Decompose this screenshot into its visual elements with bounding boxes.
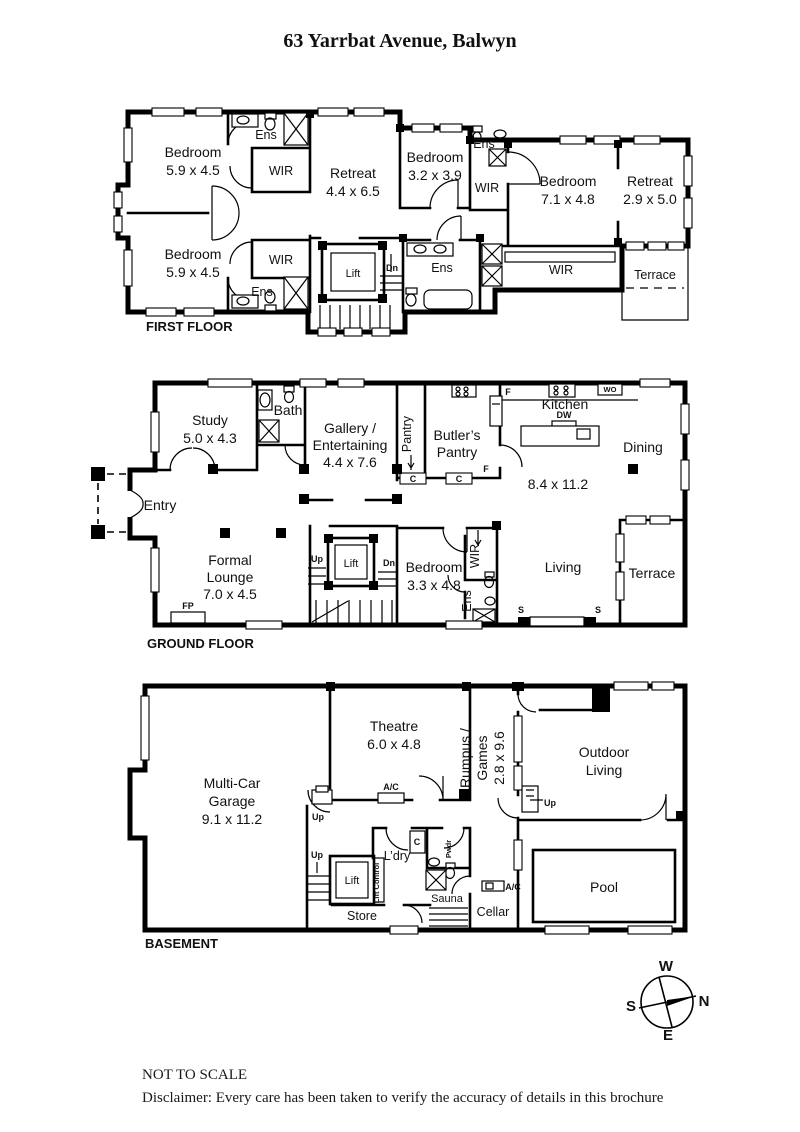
page-title: 63 Yarrbat Avenue, Balwyn [283, 30, 517, 52]
compass-west: W [658, 958, 674, 975]
room-label-bedroom3: Bedroom [539, 173, 597, 189]
room-label-outdoor1: Outdoor [578, 744, 630, 760]
room-label-ens-top: Ens [255, 128, 277, 142]
tag-fridge2: F [483, 464, 489, 474]
room-label-store: Store [347, 909, 377, 923]
room-dims-retreat1: 4.4 x 6.5 [326, 183, 380, 199]
room-label-terrace1: Terrace [634, 268, 676, 282]
stair-label-up2: Up [311, 554, 323, 564]
compass [626, 958, 709, 1044]
room-label-pantry: Pantry [400, 415, 414, 453]
room-label-bedroom1: Bedroom [164, 144, 222, 160]
footer-notes [142, 1064, 702, 1109]
room-dims-gallery: 4.4 x 7.6 [323, 454, 377, 470]
room-dims-rumpus: 2.8 x 9.6 [491, 731, 507, 785]
room-dims-garage: 9.1 x 11.2 [201, 811, 263, 827]
entry-wall-opening [124, 491, 136, 517]
room-label-wir-top: WIR [268, 164, 294, 178]
stair-label-up2b: Up [311, 850, 323, 860]
room-dims-open-plan: 8.4 x 11.2 [527, 476, 589, 492]
room-label-retreat2: Retreat [627, 173, 673, 189]
room-label-wir3: WIR [268, 253, 294, 267]
room-label-wir4: WIR [548, 263, 574, 277]
room-dims-bedroom-g: 3.3 x 4.8 [407, 577, 461, 593]
room-label-ens4: Ens [431, 261, 453, 275]
room-dims-theatre: 6.0 x 4.8 [367, 736, 421, 752]
compass-north: N [698, 993, 710, 1010]
tag-wo: WO [603, 385, 617, 394]
room-dims-formal: 7.0 x 4.5 [203, 586, 257, 602]
first-floor-terrace-outline [622, 246, 688, 320]
stair-label-dn2: Dn [383, 558, 395, 568]
first-floor-plan [114, 108, 692, 336]
floor-name-ground: GROUND FLOOR [147, 636, 254, 651]
tag-ac1: A/C [383, 782, 399, 792]
room-dims-bedroom1: 5.9 x 4.5 [166, 162, 220, 178]
room-label-ens2: Ens [473, 137, 495, 151]
floor-name-first: FIRST FLOOR [146, 319, 233, 334]
room-label-formal2: Lounge [206, 569, 254, 585]
room-label-pwdr: Pwdr [444, 839, 453, 859]
room-label-bedroom-g: Bedroom [405, 559, 463, 575]
room-dims-bedroom2: 3.2 x 3.9 [408, 167, 462, 183]
room-dims-study: 5.0 x 4.3 [183, 430, 237, 446]
room-dims-bedroom3: 7.1 x 4.8 [541, 191, 595, 207]
tag-s2: S [594, 605, 602, 615]
room-label-theatre: Theatre [369, 718, 419, 734]
room-label-wir2: WIR [474, 181, 500, 195]
room-label-terrace2: Terrace [628, 565, 676, 581]
tag-ac2: A/C [505, 882, 521, 892]
stair-label-up3: Up [544, 798, 556, 808]
room-label-dining: Dining [623, 439, 663, 455]
room-label-lift1: Lift [345, 268, 361, 280]
entry-porch [91, 467, 126, 539]
room-label-sauna: Sauna [431, 893, 463, 905]
compass-east: E [662, 1027, 674, 1044]
room-label-lift2: Lift [343, 558, 359, 570]
room-label-living: Living [544, 559, 582, 575]
room-label-wir-g: WIR [468, 543, 482, 569]
room-label-study: Study [192, 412, 228, 428]
disclaimer-text: Disclaimer: Every care has been taken to verify the accuracy of details in this brochure [142, 1089, 664, 1106]
room-label-bedroom4: Bedroom [164, 246, 222, 262]
tag-c3: C [413, 837, 421, 847]
room-label-gallery1: Gallery / [323, 420, 377, 436]
compass-south: S [625, 998, 637, 1015]
room-label-outdoor2: Living [585, 762, 623, 778]
room-label-butlers2: Pantry [436, 444, 478, 460]
room-label-rumpus2: Games [474, 735, 490, 781]
ground-floor-plan [91, 379, 689, 651]
room-label-cellar: Cellar [476, 905, 510, 919]
ground-floor-lift-stairs [308, 534, 398, 624]
stair-label-up1: Up [312, 812, 324, 822]
tag-lift-control: Lift Control [372, 862, 381, 904]
room-dims-bedroom4: 5.9 x 4.5 [166, 264, 220, 280]
stair-label-dn1: Dn [386, 263, 398, 273]
room-dims-retreat2: 2.9 x 5.0 [623, 191, 677, 207]
floor-name-basement: BASEMENT [145, 936, 218, 951]
first-floor-lift-stairs [318, 241, 402, 329]
room-label-garage2: Garage [208, 793, 256, 809]
first-floor-fixtures [232, 113, 615, 311]
tag-fridge1: F [505, 387, 511, 397]
room-label-formal1: Formal [208, 552, 252, 568]
room-label-gallery2: Entertaining [312, 437, 388, 453]
room-label-entry: Entry [143, 497, 177, 513]
room-label-ldry: L’dry [383, 849, 411, 863]
room-label-bath: Bath [273, 402, 303, 418]
room-label-butlers1: Butler’s [433, 427, 481, 443]
tag-dw: DW [556, 410, 572, 420]
room-label-rumpus1: Rumpus / [457, 728, 473, 788]
tag-s1: S [517, 605, 525, 615]
room-label-ens3: Ens [251, 285, 273, 299]
tag-c2: C [455, 474, 463, 484]
room-label-kitchen: Kitchen [541, 396, 589, 412]
tag-fp: FP [182, 601, 194, 611]
not-to-scale-note: NOT TO SCALE [142, 1067, 248, 1083]
room-label-lift3: Lift [344, 875, 360, 887]
room-label-ens-g: Ens [460, 590, 474, 612]
room-label-pool: Pool [589, 879, 619, 895]
room-label-retreat1: Retreat [330, 165, 376, 181]
tag-c1: C [409, 474, 417, 484]
room-label-bedroom2: Bedroom [406, 149, 464, 165]
room-label-garage1: Multi-Car [203, 775, 261, 791]
basement-interior-walls [307, 686, 685, 930]
basement-plan [130, 682, 685, 951]
